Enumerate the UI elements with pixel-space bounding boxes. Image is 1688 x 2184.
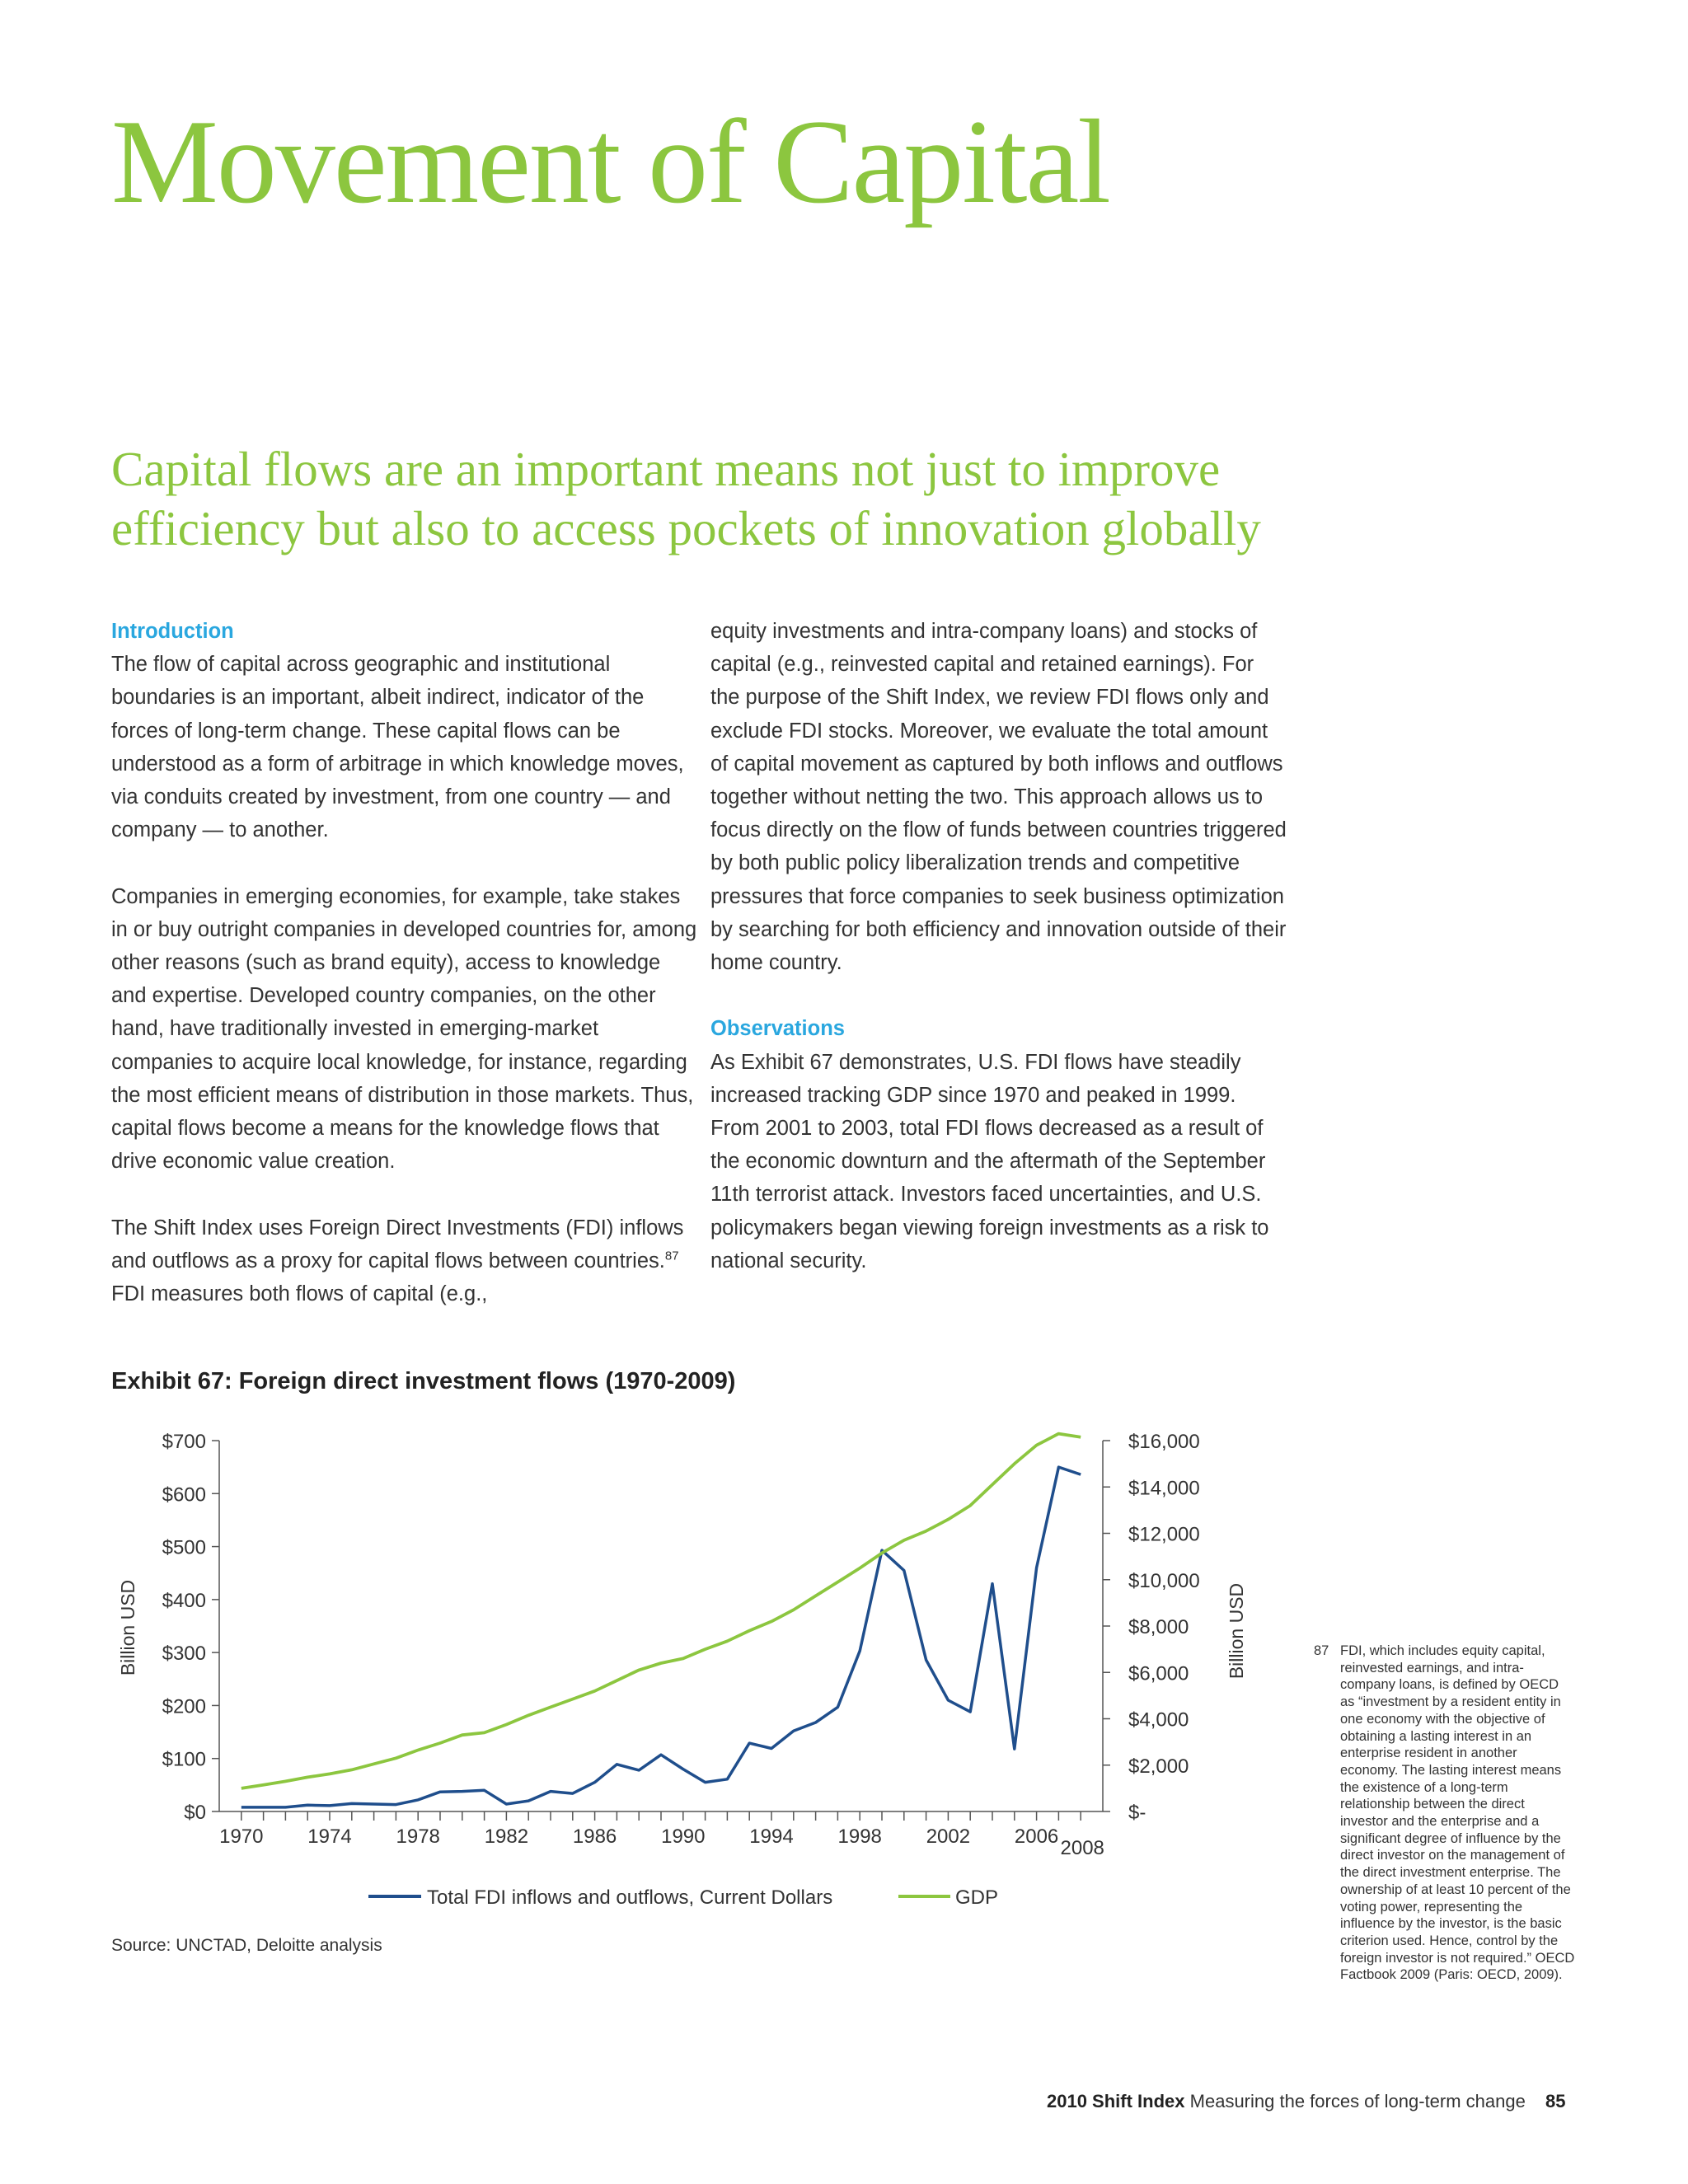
intro-paragraph-1: The flow of capital across geographic and institutional boundaries is an important, albeit indirect, indicator of the forces of long-term change. These capital flows can be understood as a form of arbitrage in which knowledge moves, via conduits created by investment, from one country — and company — to another. [111, 653, 684, 842]
publication-name: 2010 Shift Index [1047, 2091, 1185, 2111]
x-tick-label: 1970 [219, 1825, 264, 1848]
y-left-tick-label: $0 [184, 1802, 206, 1824]
x-tick-label: 1974 [307, 1825, 352, 1848]
y-left-tick-label: $600 [162, 1483, 206, 1507]
x-tick-label: 2006 [1014, 1825, 1059, 1848]
publication-tagline: Measuring the forces of long-term change [1189, 2091, 1526, 2111]
legend-gdp-label: GDP [955, 1886, 999, 1909]
y-left-tick-label: $500 [162, 1536, 206, 1559]
x-tick-label: 1994 [749, 1825, 794, 1848]
paragraph-3-text: The Shift Index uses Foreign Direct Investments (FDI) inflows and outflows as a proxy for capital flows between countries. [111, 1216, 684, 1272]
y-left-tick-label: $700 [162, 1431, 206, 1453]
y-right-tick-label: $- [1128, 1802, 1146, 1824]
footnote-text: FDI, which includes equity capital, reinvested earnings, and intra-company loans, is defined by OECD as “investment by a resident entity in one economy with the objective of obtaining a lasting interest in an enterprise resident in another economy. The lasting interest means the existence of a long-term relationship between the direct investor and the enterprise and a significant degree of influence by the direct investor on the management of the direct investment enterprise. The ownership of at least 10 percent of the voting power, representing the influence by the investor, is the basic criterion used. Hence, control by the foreign investor is not required.” OECD Factbook 2009 (Paris: OECD, 2009). [1340, 1643, 1575, 1983]
x-tick-label: 1978 [396, 1825, 440, 1848]
x-tick-label: 1998 [837, 1825, 882, 1848]
legend-fdi-label: Total FDI inflows and outflows, Current Dollars [427, 1886, 833, 1909]
y-left-axis-label: Billion USD [117, 1579, 138, 1676]
y-right-tick-label: $4,000 [1128, 1708, 1189, 1732]
observations-heading: Observations [710, 1017, 845, 1041]
page-subtitle: Capital flows are an important means not just to improve efficiency but also to access pockets of innovation globally [111, 442, 1261, 555]
fdi-series-line [241, 1467, 1081, 1807]
y-left-tick-label: $400 [162, 1589, 206, 1612]
footnote-number: 87 [1314, 1643, 1329, 1658]
x-tick-label: 1982 [484, 1825, 529, 1848]
chart-source: Source: UNCTAD, Deloitte analysis [111, 1936, 382, 1955]
footnote-reference: 87 [664, 1249, 679, 1263]
x-tick-label: 2002 [926, 1825, 971, 1848]
observations-paragraph: As Exhibit 67 demonstrates, U.S. FDI flows have steadily increased tracking GDP since 1970 and peaked in 1999. From 2001 to 2003, total FDI flows decreased as a result of the economic downturn and the aftermath of the September 11th terrorist attack. Investors faced uncertainties, and U.S. policymakers began viewing foreign investments as a risk to national security. [710, 1050, 1269, 1272]
y-right-axis-label: Billion USD [1226, 1582, 1247, 1680]
y-right-tick-label: $12,000 [1128, 1523, 1200, 1546]
y-right-tick-label: $16,000 [1128, 1431, 1200, 1453]
page-number: 85 [1545, 2091, 1566, 2111]
x-tick-label: 1986 [572, 1825, 617, 1848]
y-left-tick-label: $200 [162, 1695, 206, 1718]
page-title: Movement of Capital [111, 95, 1109, 228]
exhibit-title: Exhibit 67: Foreign direct investment flows (1970-2009) [111, 1368, 736, 1394]
intro-paragraph-2: Companies in emerging economies, for example, take stakes in or buy outright companies in developed countries for, among other reasons (such as brand equity), access to knowledge and expertise. Developed country companies, on the other hand, have traditionally invested in emerging-market companies to acquire local knowledge, for instance, regarding the most efficient means of distribution in those markets. Thus, capital flows become a means for the knowledge flows that drive economic value creation. [111, 884, 697, 1174]
y-right-tick-label: $10,000 [1128, 1569, 1200, 1592]
intro-paragraph-3-continued: equity investments and intra-company loans) and stocks of capital (e.g., reinvested capital and retained earnings). For the purpose of the Shift Index, we review FDI flows only and exclude FDI stocks. Moreover, we evaluate the total amount of capital movement as captured by both inflows and outflows together without netting the two. This approach allows us to focus directly on the flow of funds between countries triggered by both public policy liberalization trends and competitive pressures that force companies to seek business optimization by searching for both efficiency and innovation outside of their home country. [710, 620, 1287, 975]
gdp-series-line [241, 1434, 1081, 1788]
y-left-tick-label: $100 [162, 1748, 206, 1771]
y-right-tick-label: $2,000 [1128, 1755, 1189, 1778]
y-left-tick-label: $300 [162, 1643, 206, 1666]
y-right-tick-label: $8,000 [1128, 1616, 1189, 1638]
y-right-tick-label: $14,000 [1128, 1477, 1200, 1500]
x-end-label: 2008 [1060, 1837, 1104, 1859]
introduction-heading: Introduction [111, 620, 234, 643]
x-tick-label: 1990 [661, 1825, 706, 1848]
page-footer [1047, 2091, 1565, 2112]
y-right-tick-label: $6,000 [1128, 1662, 1189, 1685]
paragraph-3-tail: FDI measures both flows of capital (e.g., [111, 1282, 488, 1306]
